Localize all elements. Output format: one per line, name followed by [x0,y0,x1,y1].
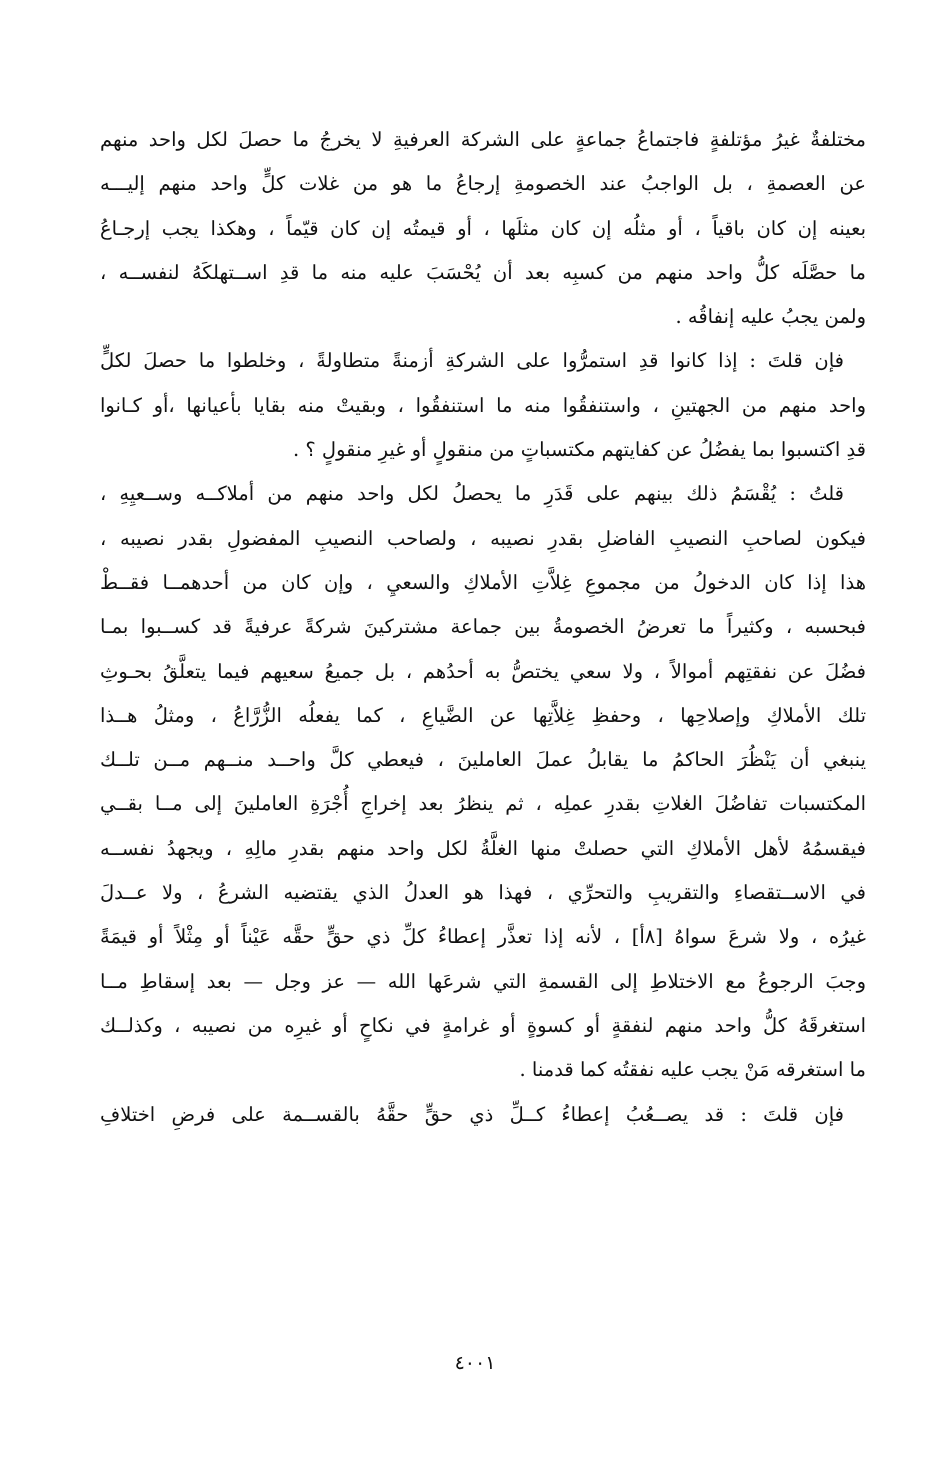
text-line: فإن قلتَ : قد يصــعُبُ إعطاءُ كــلِّ ذي حقٍّ حقَّهُ بالقســمة على فرضِ اختلافِ [100,1102,844,1126]
text-line: هذا إذا كان الدخولُ من مجموعِ غِلاَّتِ الأملاكِ والسعيِ ، وإن كان من أحدهمــا فقــطْ [100,570,866,594]
text-line: بعينه إن كان باقياً ، أو مثلُه إن كان مثلَها ، أو قيمتُه إن كان قيّماً ، وهكذا يجب إرجـاعُ [100,216,866,240]
text-line: تلك الأملاكِ وإصلاحِها ، وحفظِ غِلاَّتِها عن الضَّياعِ ، كما يفعلُه الزُّرَّاعُ ، ومثلُ هــذا [100,703,866,727]
text-line: واحد منهم من الجهتينِ ، واستنفقُوا منه ما استنفقُوا ، وبقيتْ منه بقايا بأعيانها ،أو كـانوا [100,393,866,417]
text-line: فضُلَ عن نفقتِهم أموالاً ، ولا سعي يختصُّ به أحدُهم ، بل جميعُ سعيهم فيما يتعلَّقُ بحـوثِ [100,659,866,683]
text-line: عن العصمةِ ، بل الواجبُ عند الخصومةِ إرجاعُ ما هو من غلات كلٍّ واحد منهم إليـــه [100,172,866,196]
text-line: ما استغرقه مَنْ يجب عليه نفقتُه كما قدمنا . [519,1058,866,1082]
text-line: غيرُه ، ولا شرعَ سواهُ [٨أ] ، لأنه إذا تعذَّر إعطاءُ كلِّ ذي حقٍّ حقَّه عَيْناً أو مِثْلاً أو قيمَةً [100,925,866,949]
text-line: فيكون لصاحبِ النصيبِ الفاضلِ بقدرِ نصيبه ، ولصاحب النصيبِ المفضولِ بقدر نصيبه ، [100,526,866,550]
text-line: استغرقَهُ كلُّ واحد منهم لنفقةٍ أو كسوةٍ أو غرامةٍ في نكاحٍ أو غيرِه من نصيبه ، وكذلــك [100,1013,866,1037]
text-line: قلتُ : يُقْسَمُ ذلك بينهم على قَدَرِ ما يحصلُ لكل واحد منهم من أملاكــه وســعيِهِ ، [100,482,844,506]
text-line: فيقسمُهُ لأهل الأملاكِ التي حصلتْ منها الغلَّةُ لكل واحد منهم بقدرِ مالِهِ ، ويجهدُ نفســه [100,836,866,860]
text-line: فإن قلتَ : إذا كانوا قدِ استمرُّوا على الشركةِ أزمنةً متطاولةً ، وخلطوا ما حصلَ لكلٍّ [100,349,844,373]
text-line: المكتسبات تفاضُلَ الغلاتِ بقدرِ عملِه ، ثم ينظرُ بعد إخراجِ أُجْرَةِ العاملينَ إلى مــا بقــي [100,792,866,816]
text-line: قدِ اكتسبوا بما يفضُلُ عن كفايتهم مكتسباتٍ من منقولٍ أو غيرِ منقولٍ ؟ . [292,438,866,462]
text-line: مختلفةٌ غيرُ مؤتلفةٍ فاجتماعُ جماعةٍ على الشركة العرفيةِ لا يخرجُ ما حصلَ لكل واحد منهم [100,128,866,151]
text-line: وجبَ الرجوعُ مع الاختلاطِ إلى القسمةِ التي شرعَها الله — عز وجل — بعد إسقاطِ مــا [100,969,866,993]
text-line: فبحسبه ، وكثيراً ما تعرضُ الخصومةُ بين جماعة مشتركينَ شركةً عرفيةً قد كســبوا بمـا [100,615,866,639]
text-line: ينبغي أن يَنْظُرَ الحاكمُ ما يقابلُ عملَ العاملينَ ، فيعطي كلَّ واحــد منــهم مــن تلــك [100,748,866,772]
page-number: ٤٠٠١ [454,1352,496,1374]
text-line: في الاســتقصاءِ والتقريبِ والتحرِّي ، فهذا هو العدلُ الذي يقتضيه الشرعُ ، ولا عــدلَ [100,881,866,905]
text-line: ولمن يجبُ عليه إنفاقُه . [675,305,866,329]
text-line: ما حصَّلَه كلُّ واحد منهم من كسبِه بعد أن يُحْسَبَ عليه منه ما قدِ اســتهلكَهُ لنفســه ، [100,260,866,284]
text-body [100,118,866,1137]
